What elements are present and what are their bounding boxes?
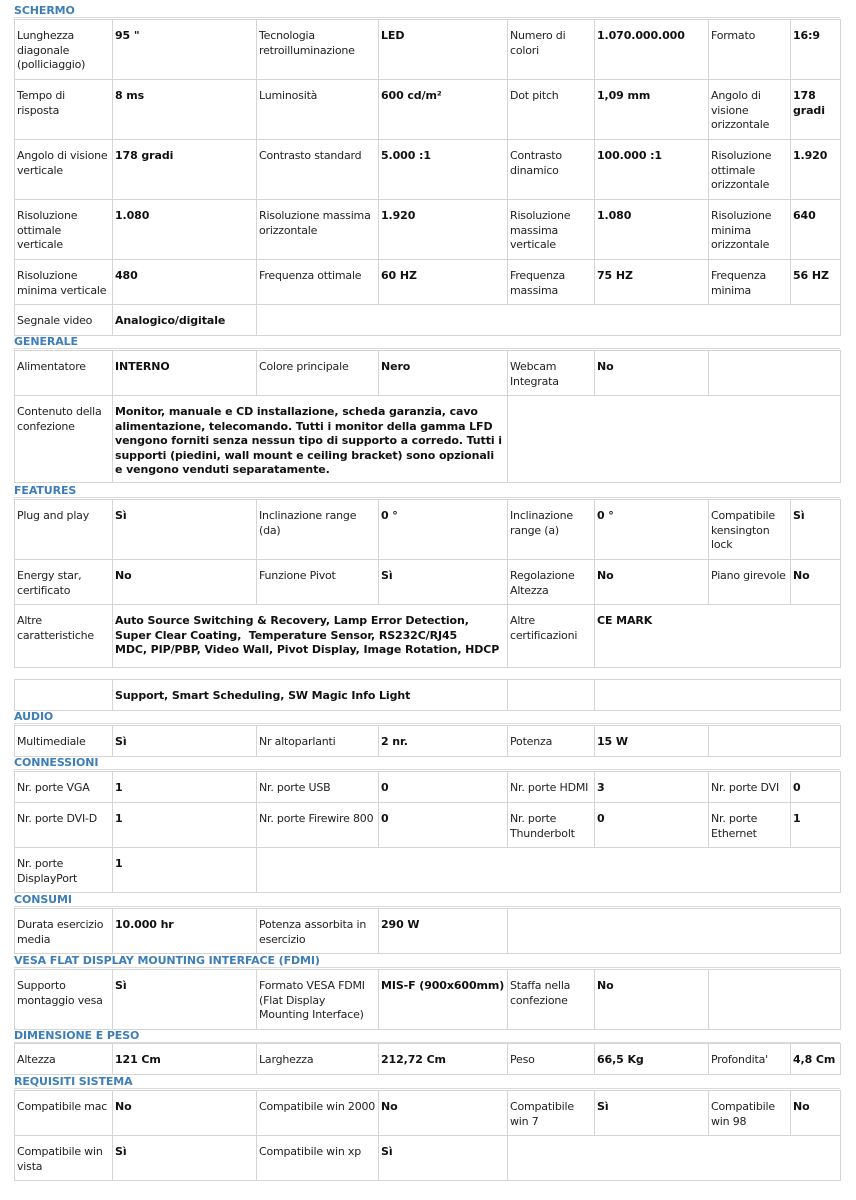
spec-value: INTERNO <box>113 351 257 396</box>
spec-label: Nr. porte Firewire 800 <box>257 803 379 848</box>
spec-value: 121 Cm <box>113 1044 257 1075</box>
table-row <box>15 605 841 668</box>
spec-label: Profondita' <box>709 1044 791 1075</box>
spec-label: Tecnologia retroilluminazione <box>257 20 379 80</box>
spec-value: No <box>791 1091 841 1136</box>
table-row <box>15 140 841 200</box>
spec-table-features-continued <box>14 679 841 711</box>
spec-label: Dot pitch <box>508 80 595 140</box>
spec-value: 56 HZ <box>791 260 841 305</box>
section-title-generale: GENERALE <box>14 335 840 349</box>
spec-label: Plug and play <box>15 500 113 560</box>
spec-value: 15 W <box>595 726 709 757</box>
spec-value: No <box>379 1091 508 1136</box>
spec-value: 16:9 <box>791 20 841 80</box>
spec-value: 100.000 :1 <box>595 140 709 200</box>
section-title-vesa: VESA FLAT DISPLAY MOUNTING INTERFACE (FDMI) <box>14 954 840 968</box>
spec-label: Risoluzione ottimale verticale <box>15 200 113 260</box>
spec-value: 10.000 hr <box>113 909 257 954</box>
spec-label: Staffa nella confezione <box>508 970 595 1030</box>
spec-label: Compatibile win vista <box>15 1136 113 1181</box>
spec-label: Compatibile win 2000 <box>257 1091 379 1136</box>
spec-label: Nr. porte VGA <box>15 772 113 803</box>
spec-value: No <box>113 560 257 605</box>
spec-value: 178 gradi <box>113 140 257 200</box>
spec-value: Sì <box>113 1136 257 1181</box>
spec-value: 0 <box>379 803 508 848</box>
spec-label: Compatibile mac <box>15 1091 113 1136</box>
spec-label: Nr. porte Ethernet <box>709 803 791 848</box>
spec-value: 0 ° <box>595 500 709 560</box>
table-row <box>15 680 841 711</box>
spec-table-vesa <box>14 969 841 1030</box>
empty-cell <box>709 351 841 396</box>
table-row <box>15 772 841 803</box>
spec-value: CE MARK <box>595 605 841 668</box>
spec-value: No <box>113 1091 257 1136</box>
spec-value: Analogico/digitale <box>113 305 257 336</box>
spec-label: Nr. porte DVI <box>709 772 791 803</box>
spec-table-dimensione <box>14 1043 841 1075</box>
empty-cell <box>508 680 595 711</box>
spec-label: Contenuto della confezione <box>15 396 113 483</box>
spec-label: Altre caratteristiche <box>15 605 113 668</box>
spec-label: Compatibile win 98 <box>709 1091 791 1136</box>
table-row <box>15 803 841 848</box>
spec-label: Nr altoparlanti <box>257 726 379 757</box>
section-title-schermo: SCHERMO <box>14 4 840 18</box>
spec-value: Monitor, manuale e CD installazione, scheda garanzia, cavo alimentazione, telecomando. Tutti i monitor della gamma LFD vengono forniti senza nessun tipo di supporto a corredo. Tutti i supporti (piedini, wall mount e ceiling bracket) sono opzionali e vengono venduti separatamente. <box>113 396 508 483</box>
spec-value: 1.070.000.000 <box>595 20 709 80</box>
spec-table-connessioni <box>14 771 841 893</box>
spec-label: Potenza <box>508 726 595 757</box>
spec-label: Luminosità <box>257 80 379 140</box>
table-row <box>15 351 841 396</box>
table-row <box>15 305 841 336</box>
empty-cell <box>257 848 841 893</box>
spec-value: 0 ° <box>379 500 508 560</box>
spec-label: Inclinazione range (a) <box>508 500 595 560</box>
table-row <box>15 80 841 140</box>
spec-value: Auto Source Switching & Recovery, Lamp Error Detection, Super Clear Coating, Temperature Sensor, RS232C/RJ45 MDC, PIP/PBP, Video Wall, Pivot Display, Image Rotation, HDCP <box>113 605 508 668</box>
spec-table-generale <box>14 350 841 483</box>
section-title-connessioni: CONNESSIONI <box>14 756 840 770</box>
section-title-features: FEATURES <box>14 484 840 498</box>
empty-cell <box>595 680 841 711</box>
spec-label: Formato <box>709 20 791 80</box>
spec-value: 480 <box>113 260 257 305</box>
spec-label: Peso <box>508 1044 595 1075</box>
spec-label: Multimediale <box>15 726 113 757</box>
spec-label: Inclinazione range (da) <box>257 500 379 560</box>
table-row <box>15 1091 841 1136</box>
spec-label: Contrasto dinamico <box>508 140 595 200</box>
table-row <box>15 20 841 80</box>
spec-label: Risoluzione minima verticale <box>15 260 113 305</box>
spec-label: Alimentatore <box>15 351 113 396</box>
table-row <box>15 260 841 305</box>
empty-cell <box>508 909 841 954</box>
spec-table-requisiti <box>14 1090 841 1181</box>
spec-label: Piano girevole <box>709 560 791 605</box>
section-title-dimensione: DIMENSIONE E PESO <box>14 1029 840 1043</box>
spec-value: 1 <box>113 848 257 893</box>
table-row <box>15 200 841 260</box>
spec-value: 4,8 Cm <box>791 1044 841 1075</box>
spec-label: Energy star, certificato <box>15 560 113 605</box>
spec-value: 1 <box>113 803 257 848</box>
table-row <box>15 396 841 483</box>
spec-label: Nr. porte Thunderbolt <box>508 803 595 848</box>
spec-label: Nr. porte HDMI <box>508 772 595 803</box>
spec-table-schermo <box>14 19 841 336</box>
empty-cell <box>508 396 841 483</box>
section-title-audio: AUDIO <box>14 710 840 724</box>
table-row <box>15 726 841 757</box>
spec-label: Numero di colori <box>508 20 595 80</box>
spec-value: No <box>791 560 841 605</box>
spec-label: Regolazione Altezza <box>508 560 595 605</box>
table-row <box>15 848 841 893</box>
spec-value: 66,5 Kg <box>595 1044 709 1075</box>
spec-value: 0 <box>791 772 841 803</box>
spec-label: Formato VESA FDMI (Flat Display Mounting Interface) <box>257 970 379 1030</box>
spec-label: Supporto montaggio vesa <box>15 970 113 1030</box>
spec-value: Sì <box>113 726 257 757</box>
spec-value: 1.080 <box>595 200 709 260</box>
spec-label: Frequenza massima <box>508 260 595 305</box>
spec-value: 212,72 Cm <box>379 1044 508 1075</box>
spec-label: Nr. porte USB <box>257 772 379 803</box>
spec-label: Segnale video <box>15 305 113 336</box>
empty-cell <box>508 1136 841 1181</box>
spec-value: Sì <box>379 1136 508 1181</box>
spec-label: Frequenza minima <box>709 260 791 305</box>
spec-value: Sì <box>113 500 257 560</box>
table-row <box>15 970 841 1030</box>
spec-label: Nr. porte DVI-D <box>15 803 113 848</box>
empty-cell <box>709 726 841 757</box>
spec-label: Angolo di visione verticale <box>15 140 113 200</box>
spec-label: Risoluzione minima orizzontale <box>709 200 791 260</box>
table-row <box>15 909 841 954</box>
spec-value: 5.000 :1 <box>379 140 508 200</box>
spec-value: 8 ms <box>113 80 257 140</box>
spec-value: 2 nr. <box>379 726 508 757</box>
spec-value: No <box>595 351 709 396</box>
section-title-consumi: CONSUMI <box>14 893 840 907</box>
spec-label: Angolo di visione orizzontale <box>709 80 791 140</box>
empty-cell <box>709 970 841 1030</box>
spec-value: Nero <box>379 351 508 396</box>
spec-label: Risoluzione massima verticale <box>508 200 595 260</box>
spec-table-audio <box>14 725 841 757</box>
spec-value: Sì <box>791 500 841 560</box>
spec-value: 0 <box>379 772 508 803</box>
spec-value: 640 <box>791 200 841 260</box>
spec-label: Compatibile win 7 <box>508 1091 595 1136</box>
spec-label: Altezza <box>15 1044 113 1075</box>
spec-label: Altre certificazioni <box>508 605 595 668</box>
spec-value: 1,09 mm <box>595 80 709 140</box>
spec-label: Funzione Pivot <box>257 560 379 605</box>
spec-value: 600 cd/m² <box>379 80 508 140</box>
spec-value: Support, Smart Scheduling, SW Magic Info Light <box>113 680 508 711</box>
spec-label: Larghezza <box>257 1044 379 1075</box>
empty-cell <box>15 680 113 711</box>
spec-value: 95 " <box>113 20 257 80</box>
spec-value: No <box>595 970 709 1030</box>
spec-value: 290 W <box>379 909 508 954</box>
spec-value: 1 <box>791 803 841 848</box>
spec-label: Colore principale <box>257 351 379 396</box>
table-row <box>15 560 841 605</box>
spec-value: Sì <box>595 1091 709 1136</box>
section-title-requisiti: REQUISITI SISTEMA <box>14 1075 840 1089</box>
spec-label: Durata esercizio media <box>15 909 113 954</box>
spec-value: LED <box>379 20 508 80</box>
spec-value: 0 <box>595 803 709 848</box>
spec-label: Compatibile kensington lock <box>709 500 791 560</box>
spec-value: Sì <box>379 560 508 605</box>
spec-value: 1.920 <box>791 140 841 200</box>
spec-value: 1.920 <box>379 200 508 260</box>
empty-cell <box>257 305 841 336</box>
spec-label: Tempo di risposta <box>15 80 113 140</box>
spec-label: Frequenza ottimale <box>257 260 379 305</box>
spec-value: 3 <box>595 772 709 803</box>
spec-table-consumi <box>14 908 841 954</box>
spec-value: 75 HZ <box>595 260 709 305</box>
spec-value: 1.080 <box>113 200 257 260</box>
spec-label: Risoluzione ottimale orizzontale <box>709 140 791 200</box>
spec-label: Webcam Integrata <box>508 351 595 396</box>
spec-value: MIS-F (900x600mm) <box>379 970 508 1030</box>
spec-value: Sì <box>113 970 257 1030</box>
spec-label: Contrasto standard <box>257 140 379 200</box>
spec-label: Nr. porte DisplayPort <box>15 848 113 893</box>
spec-table-features <box>14 499 841 668</box>
spec-value: 60 HZ <box>379 260 508 305</box>
spec-value: No <box>595 560 709 605</box>
table-row <box>15 1136 841 1181</box>
spec-label: Risoluzione massima orizzontale <box>257 200 379 260</box>
table-row <box>15 500 841 560</box>
spec-label: Lunghezza diagonale (polliciaggio) <box>15 20 113 80</box>
spec-value: 1 <box>113 772 257 803</box>
spec-value: 178 gradi <box>791 80 841 140</box>
spec-label: Potenza assorbita in esercizio <box>257 909 379 954</box>
table-row <box>15 1044 841 1075</box>
spec-label: Compatibile win xp <box>257 1136 379 1181</box>
